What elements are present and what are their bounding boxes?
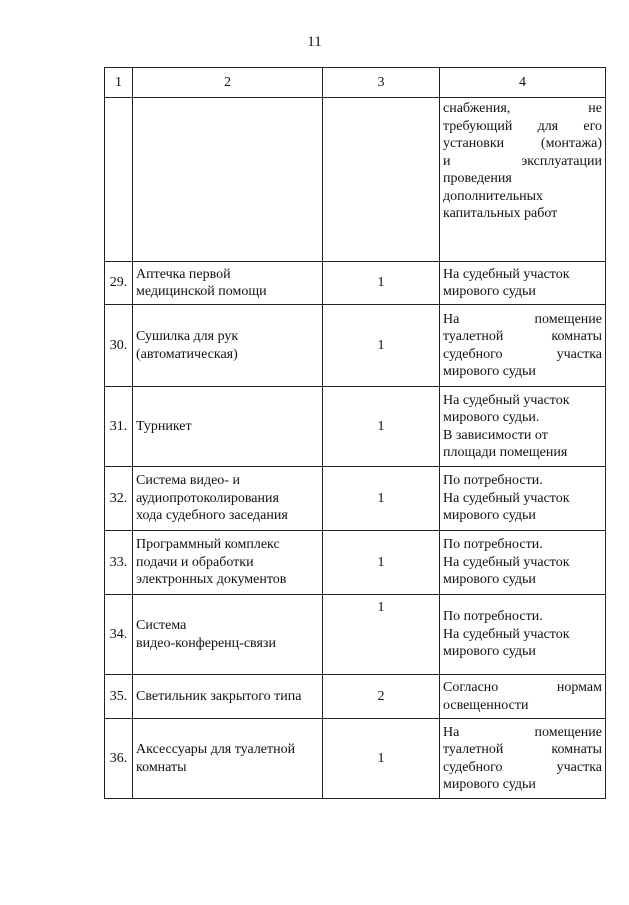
name-line: медицинской помощи [136, 284, 267, 299]
note-line: мирового судьи [443, 777, 536, 792]
row-number: 32. [105, 467, 133, 531]
note-line: мирового судьи [443, 364, 536, 379]
item-quantity: 1 [323, 531, 440, 595]
table-row [105, 262, 606, 305]
note-line: снабжения, не [443, 101, 602, 116]
table-row [105, 531, 606, 595]
note-line: туалетной комнаты [443, 329, 602, 344]
note-line: По потребности. [443, 537, 543, 553]
header-col-3: 3 [323, 68, 440, 98]
note-line: На судебный участок [443, 392, 570, 408]
item-quantity: 2 [323, 675, 440, 719]
item-quantity: 1 [323, 719, 440, 799]
note-line: освещенности [443, 697, 529, 713]
name-line: электронных документов [136, 572, 287, 588]
note-line: мирового судьи [443, 508, 536, 524]
note-line: и эксплуатации [443, 153, 602, 169]
item-quantity: 1 [323, 262, 440, 305]
name-line: комнаты [136, 759, 187, 775]
name-line: аудиопротоколирования [136, 490, 279, 506]
item-note [440, 262, 606, 305]
name-line: подачи и обработки [136, 554, 254, 570]
item-name [133, 719, 323, 799]
note-line: На судебный участок [443, 490, 570, 506]
table-row [105, 467, 606, 531]
note-line: судебного участка [443, 346, 602, 362]
name-line: видео-конференц-связи [136, 635, 276, 651]
table-row [105, 719, 606, 799]
header-col-4: 4 [440, 68, 606, 98]
header-col-1: 1 [105, 68, 133, 98]
note-line: мирового судьи [443, 644, 536, 660]
continuation-note [440, 98, 606, 262]
item-note [440, 719, 606, 799]
name-line: Аксессуары для туалетной [136, 742, 296, 757]
item-name [133, 387, 323, 467]
table-row [105, 387, 606, 467]
row-number: 36. [105, 719, 133, 799]
note-line: установки (монтажа) [443, 136, 602, 151]
item-name [133, 262, 323, 305]
item-note [440, 675, 606, 719]
item-note [440, 387, 606, 467]
name-line: Система [136, 618, 187, 633]
note-line: дополнительных [443, 188, 544, 204]
name-line: хода судебного заседания [136, 508, 288, 524]
continuation-name [133, 98, 323, 262]
continuation-row [105, 98, 606, 262]
item-quantity: 1 [323, 595, 440, 675]
item-name [133, 675, 323, 719]
note-line: На помещение [443, 724, 602, 740]
note-line: Согласно нормам [443, 680, 602, 695]
name-line: Сушилка для рук [136, 329, 239, 344]
item-note [440, 595, 606, 675]
continuation-num [105, 98, 133, 262]
name-line: Светильник закрытого типа [136, 688, 302, 704]
item-note [440, 467, 606, 531]
item-name [133, 305, 323, 387]
note-line: По потребности. [443, 473, 543, 489]
item-quantity: 1 [323, 467, 440, 531]
item-quantity: 1 [323, 305, 440, 387]
item-note [440, 531, 606, 595]
item-name [133, 467, 323, 531]
note-line: На помещение [443, 311, 602, 327]
note-line: В зависимости от [443, 427, 548, 443]
name-line: Турникет [136, 418, 192, 434]
row-number: 29. [105, 262, 133, 305]
equipment-table [104, 67, 606, 799]
note-line: На судебный участок [443, 554, 570, 570]
item-quantity: 1 [323, 387, 440, 467]
item-note [440, 305, 606, 387]
note-line: судебного участка [443, 759, 602, 775]
note-line: проведения [443, 171, 512, 186]
name-line: Программный комплекс [136, 537, 280, 553]
note-line: туалетной комнаты [443, 742, 602, 757]
note-line: мирового судьи. [443, 410, 540, 425]
row-number: 35. [105, 675, 133, 719]
note-line: На судебный участок [443, 266, 570, 282]
note-line: площади помещения [443, 445, 568, 460]
note-line: требующий для его [443, 118, 602, 134]
continuation-qty [323, 98, 440, 262]
table-row [105, 595, 606, 675]
name-line: (автоматическая) [136, 346, 238, 362]
name-line: Аптечка первой [136, 266, 231, 282]
page-number: 11 [307, 34, 322, 50]
note-line: мирового судьи [443, 572, 536, 588]
table-row [105, 305, 606, 387]
row-number: 33. [105, 531, 133, 595]
item-name [133, 531, 323, 595]
table-row [105, 675, 606, 719]
note-line: капитальных работ [443, 206, 558, 221]
table-header-row [105, 68, 606, 98]
row-number: 34. [105, 595, 133, 675]
item-name [133, 595, 323, 675]
note-line: мирового судьи [443, 284, 536, 299]
row-number: 30. [105, 305, 133, 387]
note-line: На судебный участок [443, 626, 570, 642]
name-line: Система видео- и [136, 473, 240, 489]
header-col-2: 2 [133, 68, 323, 98]
row-number: 31. [105, 387, 133, 467]
note-line: По потребности. [443, 609, 543, 625]
